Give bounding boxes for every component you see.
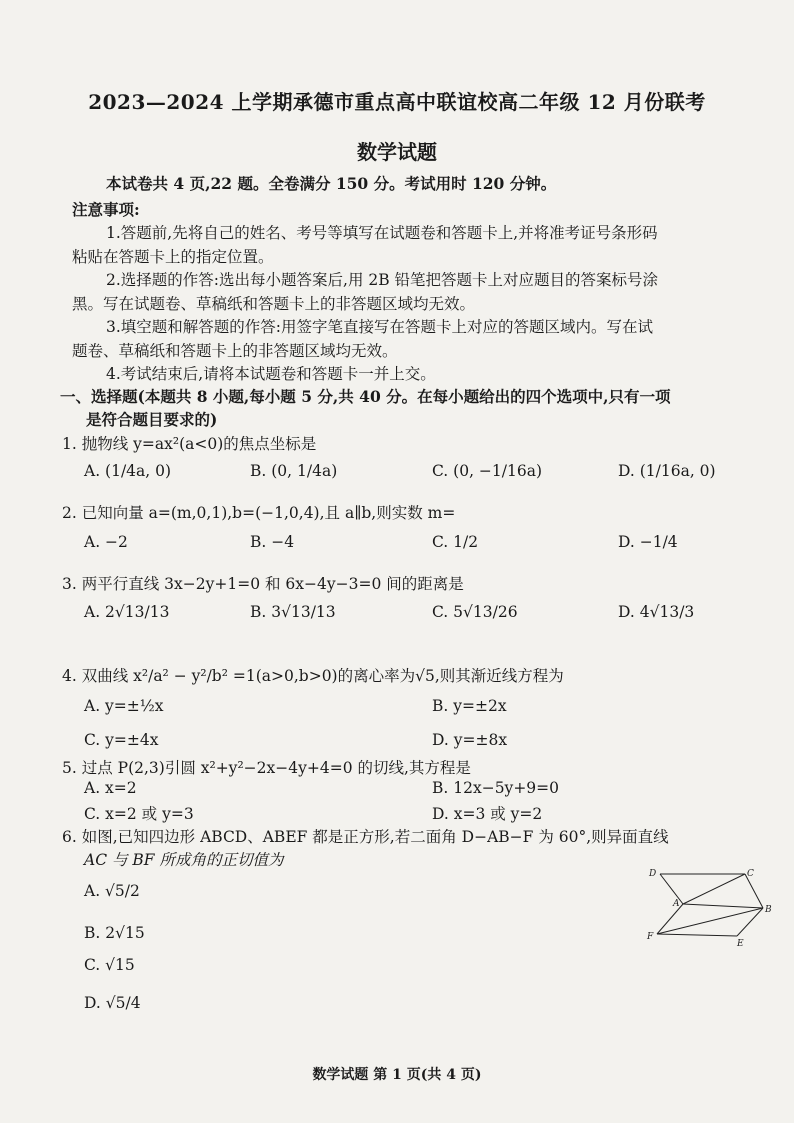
page-footer: 数学试题 第 1 页(共 4 页) [312, 1067, 482, 1083]
note-4: 4.考试结束后,请将本试题卷和答题卡一并上交。 [106, 365, 436, 383]
q2-stem: 2. 已知向量 a=(m,0,1),b=(−1,0,4),且 a∥b,则实数 m= [62, 504, 456, 522]
label-d: D [649, 869, 657, 879]
note-1a: 1.答题前,先将自己的姓名、考号等填写在试题卷和答题卡上,并将准考证号条形码 [106, 224, 658, 242]
exam-info: 本试卷共 4 页,22 题。全卷满分 150 分。考试用时 120 分钟。 [106, 174, 557, 193]
edge-ab [683, 904, 763, 908]
q4-option-a: A. y=±½x [84, 697, 164, 715]
note-3b: 题卷、草稿纸和答题卡上的非答题区域均无效。 [72, 342, 398, 360]
q3-stem: 3. 两平行直线 3x−2y+1=0 和 6x−4y−3=0 间的距离是 [62, 575, 464, 593]
exam-title: 2023—2024 上学期承德市重点高中联谊校高二年级 12 月份联考 [88, 90, 706, 114]
q6-option-d: D. √5/4 [84, 994, 141, 1012]
q6-option-b: B. 2√15 [84, 924, 145, 942]
q2-option-d: D. −1/4 [618, 533, 678, 551]
q2-option-c: C. 1/2 [432, 533, 479, 551]
q3-option-d: D. 4√13/3 [618, 603, 695, 621]
label-f: F [647, 932, 654, 942]
q6-figure [645, 862, 775, 952]
label-e: E [737, 939, 744, 949]
edge-fb [657, 908, 763, 934]
q6-option-c: C. √15 [84, 956, 135, 974]
q6-stem-line2: AC 与 BF 所成角的正切值为 [84, 851, 284, 869]
note-2a: 2.选择题的作答:选出每小题答案后,用 2B 铅笔把答题卡上对应题目的答案标号涂 [106, 271, 659, 289]
q4-option-b: B. y=±2x [432, 697, 507, 715]
q2-option-b: B. −4 [250, 533, 295, 551]
q1-option-a: A. (1/4a, 0) [84, 462, 172, 480]
q5-option-c: C. x=2 或 y=3 [84, 805, 194, 823]
edge-ac [683, 874, 745, 904]
q1-option-d: D. (1/16a, 0) [618, 462, 716, 480]
q3-option-a: A. 2√13/13 [84, 603, 170, 621]
label-a: A [673, 899, 680, 909]
q1-option-b: B. (0, 1/4a) [250, 462, 338, 480]
section1-line1: 一、选择题(本题共 8 小题,每小题 5 分,共 40 分。在每小题给出的四个选项中,只有一项 [60, 387, 671, 406]
edge-fe [657, 934, 737, 936]
note-1b: 粘贴在答题卡上的指定位置。 [72, 248, 274, 266]
exam-subtitle: 数学试题 [357, 140, 437, 164]
q3-option-c: C. 5√13/26 [432, 603, 518, 621]
q5-option-d: D. x=3 或 y=2 [432, 805, 543, 823]
note-3a: 3.填空题和解答题的作答:用签字笔直接写在答题卡上对应的答题区域内。写在试 [106, 318, 654, 336]
q4-option-c: C. y=±4x [84, 731, 159, 749]
q5-option-b: B. 12x−5y+9=0 [432, 779, 560, 797]
edge-da [660, 874, 683, 904]
q3-option-b: B. 3√13/13 [250, 603, 336, 621]
q6-stem-line1: 6. 如图,已知四边形 ABCD、ABEF 都是正方形,若二面角 D−AB−F 为 60°,则异面直线 [62, 828, 669, 846]
section1-line2: 是符合题目要求的) [86, 410, 218, 429]
notes-heading: 注意事项: [72, 200, 140, 219]
q1-stem: 1. 抛物线 y=ax²(a<0)的焦点坐标是 [62, 435, 317, 453]
q4-stem: 4. 双曲线 x²/a² − y²/b² =1(a>0,b>0)的离心率为√5,则其渐近线方程为 [62, 667, 564, 685]
edge-be [737, 908, 763, 936]
label-c: C [747, 869, 754, 879]
q4-option-d: D. y=±8x [432, 731, 508, 749]
q5-option-a: A. x=2 [84, 779, 137, 797]
edge-cb [745, 874, 763, 908]
note-2b: 黑。写在试题卷、草稿纸和答题卡上的非答题区域均无效。 [72, 295, 476, 313]
label-b: B [765, 905, 772, 915]
q6-option-a: A. √5/2 [84, 882, 140, 900]
q5-stem: 5. 过点 P(2,3)引圆 x²+y²−2x−4y+4=0 的切线,其方程是 [62, 759, 471, 777]
q1-option-c: C. (0, −1/16a) [432, 462, 543, 480]
q2-option-a: A. −2 [84, 533, 128, 551]
